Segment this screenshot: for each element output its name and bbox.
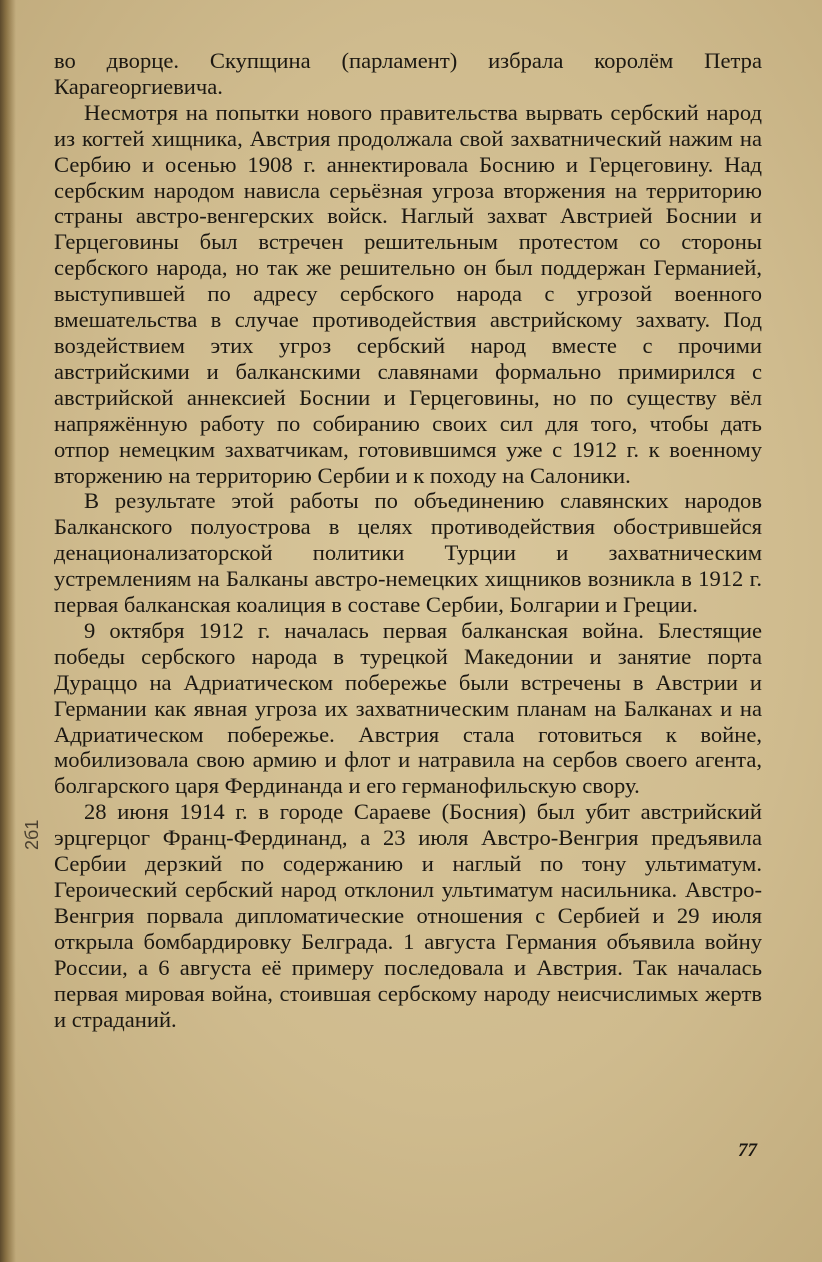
paragraph-2: Несмотря на попытки нового правительства вырвать сербский народ из когтей хищника, Австрия продолжала свой захватнический нажим на Сербию и осенью 1908 г. аннектировала Боснию и Герцеговину. Над сербским народом нависла серьёзная угроза вторжения на территорию страны австро-венгерских войск. Наглый захват Австрией Боснии и Герцеговины был встречен решительным протестом со стороны сербского народа, но так же решительно он был поддержан Германией, выступившей по адресу сербского народа с угрозой военного вмешательства в случае противодействия австрийскому захвату. Под воздействием этих угроз сербский народ вместе с прочими австрийскими и балканскими славянами формально примирился с австрийской аннексией Боснии и Герцеговины, но по существу вёл напряжённую работу по собиранию своих сил для того, чтобы дать отпор немецким захватчикам, готовившимся уже с 1912 г. к военному вторжению на территорию Сербии и к походу на Салоники.	[54, 99, 762, 488]
page-spine-shadow	[0, 0, 16, 1262]
paragraph-4: 9 октября 1912 г. началась первая балканская война. Блестящие победы сербского народа в турецкой Македонии и занятие порта Дураццо на Адриатическом побережье были встречены в Австрии и Германии как явная угроза их захватническим планам на Балканах и на Адриатическом побережье. Австрия стала готовиться к войне, мобилизовала свою армию и флот и натравила на сербов своего агента, болгарского царя Фердинанда и его германофильскую свору.	[54, 617, 762, 799]
paragraph-3: В результате этой работы по объединению славянских народов Балканского полуострова в целях противодействия обострившейся денационализаторской политики Турции и захватническим устремлениям на Балканы австро-немецких хищников возникла в 1912 г. первая балканская коалиция в составе Сербии, Болгарии и Греции.	[54, 488, 762, 618]
paragraph-1: во дворце. Скупщина (парламент) избрала королём Петра Карагеоргиевича.	[54, 48, 762, 99]
paragraph-5: 28 июня 1914 г. в городе Сараеве (Босния) был убит австрийский эрцгерцог Франц-Фердинанд, а 23 июля Австро-Венгрия предъявила Сербии дерзкий по содержанию и наглый по тону ультиматум. Героический сербский народ отклонил ультиматум насильника. Австро-Венгрия порвала дипломатические отношения с Сербией и 29 июля открыла бомбардировку Белграда. 1 августа Германия объявила войну России, а 6 августа её примеру последовала и Австрия. Так началась первая мировая война, стоившая сербскому народу неисчислимых жертв и страданий.	[54, 799, 762, 1032]
body-text	[54, 48, 762, 1032]
page-number: 77	[738, 1140, 757, 1161]
margin-handwritten-note: 2б1	[22, 819, 42, 850]
